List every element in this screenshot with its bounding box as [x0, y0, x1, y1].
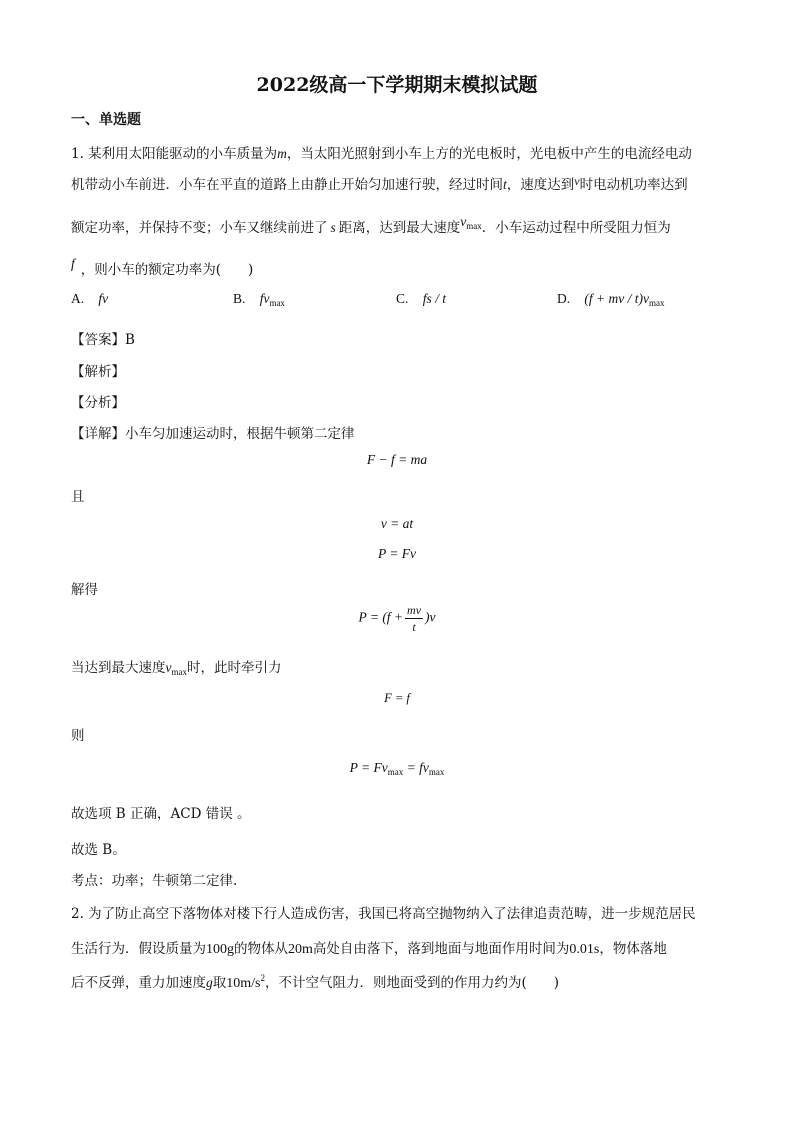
option-a[interactable] — [71, 291, 108, 307]
option-b[interactable] — [233, 291, 285, 308]
equation-6 — [0, 760, 794, 777]
q1-line1 — [71, 142, 692, 162]
q1-text: ．小车运动过程中所受阻力恒为 — [481, 220, 671, 236]
ze-text: 则 — [71, 728, 85, 744]
q2-line1: 2. 为了防止高空下落物体对楼下行人造成伤害，我国已将高空抛物纳入了法律追责范畴，进一步规范居民 — [71, 906, 696, 922]
q2-text: ，物体落地 — [599, 941, 667, 957]
q1-text: 1. 某利用太阳能驱动的小车质量为 — [71, 146, 278, 162]
answer-line: 【答案】B — [71, 332, 135, 348]
max-text: 当达到最大速度 — [71, 660, 166, 676]
option-d[interactable] — [557, 291, 665, 308]
page-title: 2022级高一下学期期末模拟试题 — [256, 74, 538, 96]
var-vmax-sub: max — [171, 667, 187, 677]
q2-text: 生活行为．假设质量为 — [71, 941, 206, 957]
conclusion-line: 故选项 B 正确，ACD 错误 。 — [71, 806, 251, 822]
q2-line2 — [71, 937, 667, 958]
q2-height: 20m — [288, 942, 313, 957]
q2-text: ，不计空气阻力．则地面受到的作用力约为( ) — [264, 975, 560, 991]
max-speed-line — [71, 656, 282, 677]
option-expr: fv — [259, 291, 270, 306]
q2-text: 的物体从 — [234, 941, 288, 957]
var-vmax: v — [460, 214, 467, 229]
q2-g-value: 10m/s — [226, 976, 261, 991]
q2-g-exponent: 2 — [260, 973, 265, 983]
equation-3: P = Fv — [377, 546, 417, 561]
eq4-fraction — [405, 604, 423, 633]
q2-mass: 100g — [206, 942, 234, 957]
q1-text: 时电动机功率达到 — [579, 177, 688, 193]
option-label: D. — [557, 291, 571, 306]
equation-5: F = f — [384, 691, 410, 705]
var-vmax: v — [165, 660, 172, 675]
eq4-left: P = (f + — [358, 609, 404, 625]
option-expr: fs / t — [422, 291, 446, 306]
q1-line4 — [71, 256, 253, 278]
detail-text: 小车匀加速运动时，根据牛顿第二定律 — [125, 426, 355, 442]
var-g: g — [206, 975, 213, 990]
eq6-sub: max — [428, 767, 445, 777]
q1-text: 机带动小车前进．小车在平直的道路上由静止开始匀加速行驶，经过时间 — [71, 177, 503, 193]
q1-text: ，则小车的额定功率为( ) — [80, 262, 254, 278]
fenxi-heading: 【分析】 — [71, 395, 125, 411]
eq6-part: P = Fv — [349, 760, 388, 775]
var-vmax-sub: max — [466, 221, 482, 231]
choose-line: 故选 B。 — [71, 842, 126, 858]
option-expr: (f + mv / t)v — [584, 291, 650, 306]
q2-text: 高处自由落下，落到地面与地面作用时间为 — [312, 941, 570, 957]
jiede-text: 解得 — [71, 582, 98, 598]
q1-text: ，当太阳光照射到小车上方的光电板时，光电板中产生的电流经电动 — [286, 146, 692, 162]
option-expr: fv — [98, 291, 109, 306]
var-t: t — [503, 177, 507, 192]
option-c[interactable] — [396, 291, 446, 307]
option-sub: max — [269, 298, 285, 308]
max-text: 时，此时牵引力 — [187, 660, 282, 676]
eq6-part: = fv — [403, 760, 429, 775]
detail-label: 【详解】 — [71, 426, 125, 442]
q1-text: 距离，达到最大速度 — [338, 220, 461, 236]
option-sub: max — [649, 298, 665, 308]
equation-4 — [0, 604, 794, 633]
kaodian-line: 考点：功率；牛顿第二定律. — [71, 873, 238, 889]
option-label: B. — [233, 291, 246, 306]
option-label: A. — [71, 291, 85, 306]
equation-2: v = at — [380, 516, 414, 531]
q1-line2 — [71, 173, 688, 193]
q2-line3 — [71, 971, 559, 992]
section-heading: 一、单选题 — [71, 112, 141, 128]
option-label: C. — [396, 291, 409, 306]
q2-text: 取 — [212, 975, 227, 991]
q2-text: 后不反弹，重力加速度 — [71, 975, 206, 991]
q1-text: 额定功率，并保持不变；小车又继续前进了 — [71, 220, 328, 236]
q1-text: ，速度达到 — [506, 177, 575, 193]
qie-text: 且 — [71, 489, 85, 505]
q1-line3 — [71, 214, 671, 236]
var-f: f — [71, 256, 75, 271]
equation-1: F − f = ma — [366, 452, 428, 467]
eq6-sub: max — [387, 767, 404, 777]
var-s: s — [330, 220, 336, 235]
detail-line — [71, 422, 355, 442]
analysis-heading: 【解析】 — [71, 364, 125, 380]
eq4-right: )v — [425, 609, 436, 625]
eq4-denominator: t — [412, 620, 416, 634]
q2-time: 0.01s — [569, 942, 600, 957]
eq4-numerator: mv — [407, 603, 422, 617]
var-v: v — [574, 174, 580, 188]
var-m: m — [277, 146, 287, 161]
